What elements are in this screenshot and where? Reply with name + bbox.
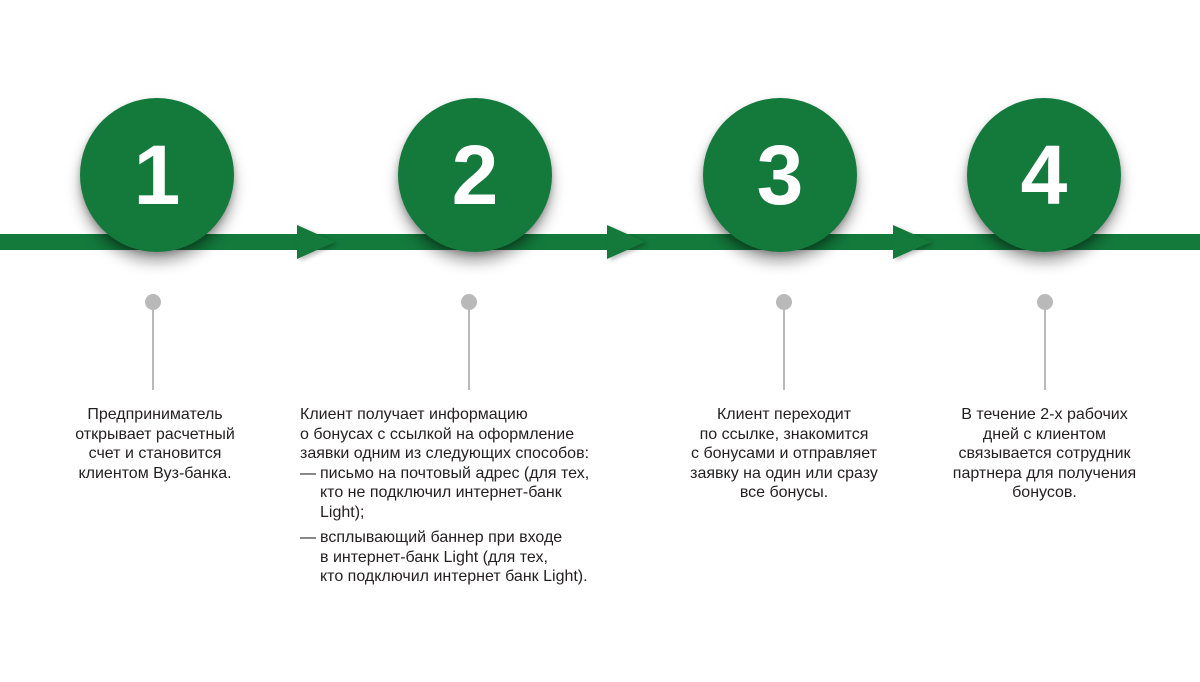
step-1-description: Предприниматель открывает расчетный счет и становится клиентом Вуз-банка. bbox=[75, 406, 235, 482]
step-2-circle bbox=[398, 98, 552, 252]
step-4-circle bbox=[967, 98, 1121, 252]
step-3-number: 3 bbox=[756, 128, 804, 222]
step-2-item-email: — письмо на почтовый адрес (для тех, кто не подключил интернет-банк Light); bbox=[300, 464, 590, 521]
step-2-item-banner: — всплывающий баннер при входе в интернет-банк Light (для тех, кто подключил интернет банк Light). bbox=[300, 529, 588, 585]
step-2-pin bbox=[461, 294, 477, 390]
step-3-description: Клиент переходит по ссылке, знакомится с бонусами и отправляет заявку на один или сразу все бонусы. bbox=[690, 406, 878, 501]
step-1-circle bbox=[80, 98, 234, 252]
step-1-pin bbox=[145, 294, 161, 390]
timeline-arrow-1 bbox=[297, 225, 335, 259]
step-1-number: 1 bbox=[133, 128, 181, 222]
step-2-number: 2 bbox=[451, 128, 499, 222]
step-4-number: 4 bbox=[1020, 128, 1068, 222]
step-2-description: Клиент получает информацию о бонусах с ссылкой на оформление заявки одним из следующих способов: — письмо на почтовый адрес (для тех, кто не подключил интернет-банк Light); — всплывающий баннер при входе в интернет-банк Light (для тех, кто подключил интернет банк Light). bbox=[300, 405, 640, 587]
timeline-arrow-2 bbox=[607, 225, 645, 259]
step-3-pin bbox=[776, 294, 792, 390]
timeline-arrow-3 bbox=[893, 225, 931, 259]
step-4-description: В течение 2-х рабочих дней с клиентом связывается сотрудник партнера для получения бонусов. bbox=[952, 406, 1137, 501]
step-4-pin bbox=[1037, 294, 1053, 390]
step-3-circle bbox=[703, 98, 857, 252]
